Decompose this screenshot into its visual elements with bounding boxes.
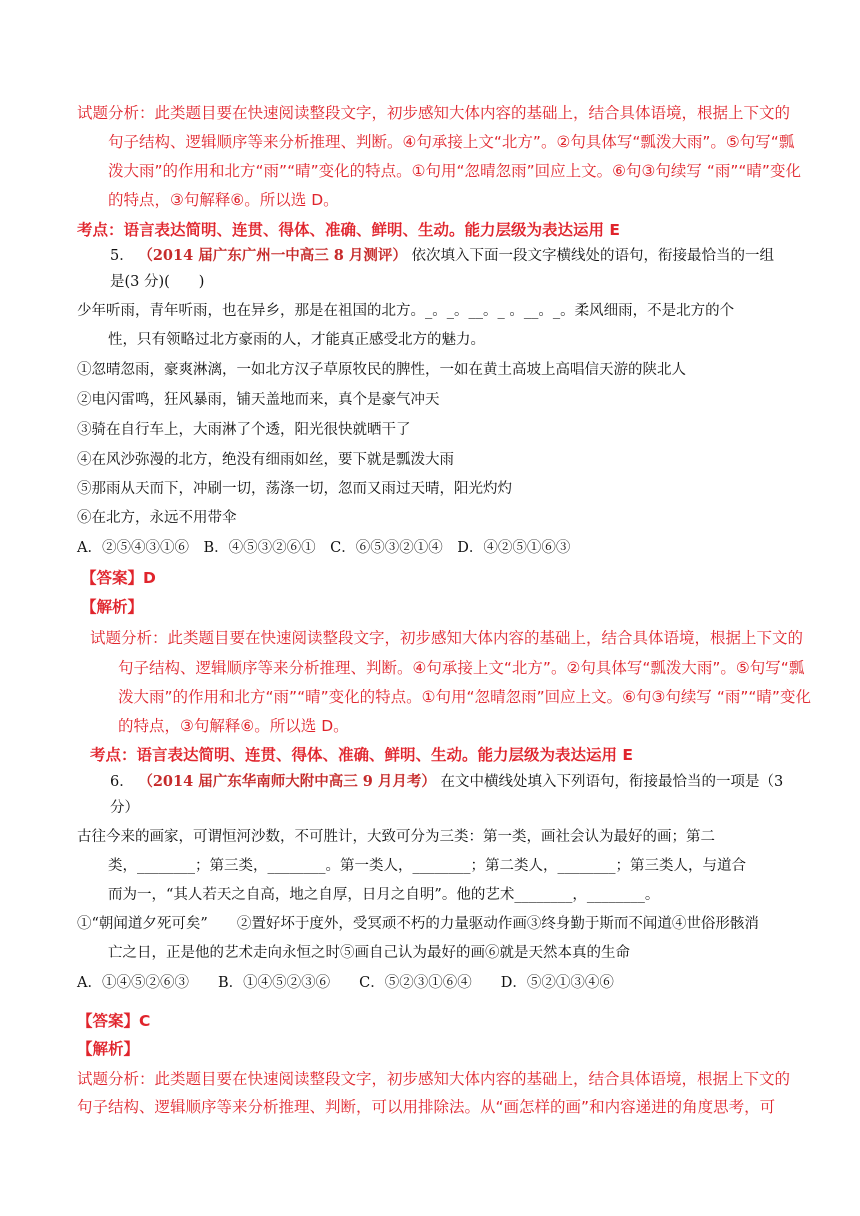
q6-stem: 在文中横线处填入下列语句，衔接最恰当的一项是（3 xyxy=(440,774,784,790)
q5-stem-line-1 xyxy=(110,247,774,265)
q6-jiexi-heading: 【解析】 xyxy=(77,1040,140,1058)
q5-options: A．②⑤④③①⑥ B．④⑤③②⑥① C．⑥⑤③②①④ D．④②⑤①⑥③ xyxy=(77,540,571,556)
q5-item-3: ③骑在自行车上，大雨淋了个透，阳光很快就晒干了 xyxy=(77,422,411,438)
q6-options: A．①④⑤②⑥③ B．①④⑤②③⑥ C．⑤②③①⑥④ D．⑤②①③④⑥ xyxy=(77,975,614,991)
q6-answer: 【答案】C xyxy=(77,1012,151,1030)
q4-kaodian: 考点：语言表达简明、连贯、得体、准确、鲜明、生动。能力层级为表达运用 E xyxy=(77,221,620,239)
q5-item-4: ④在风沙弥漫的北方，绝没有细雨如丝，要下就是瓢泼大雨 xyxy=(77,452,454,468)
q6-passage-line-2: 类，________；第三类，________。第一类人，________；第二类人，________；第三类人，与道合 xyxy=(108,858,746,874)
q5-analysis-line-1: 试题分析：此类题目要在快速阅读整段文字，初步感知大体内容的基础上，结合具体语境，根据上下文的 xyxy=(90,629,804,647)
q5-item-6: ⑥在北方，永远不用带伞 xyxy=(77,510,237,526)
q6-items-line-2: 亡之日，正是他的艺术走向永恒之时⑤画自己认为最好的画⑥就是天然本真的生命 xyxy=(108,945,630,961)
q5-stem: 依次填入下面一段文字横线处的语句，衔接最恰当的一组 xyxy=(411,248,775,264)
q5-passage-line-2: 性，只有领略过北方豪雨的人，才能真正感受北方的魅力。 xyxy=(108,332,485,348)
q4-analysis-line-1: 试题分析：此类题目要在快速阅读整段文字，初步感知大体内容的基础上，结合具体语境，根据上下文的 xyxy=(77,104,791,122)
q4-analysis-line-2: 句子结构、逻辑顺序等来分析推理、判断。④句承接上文“北方”。②句具体写“瓢泼大雨”。⑤句写“瓢 xyxy=(108,133,795,151)
q5-item-2: ②电闪雷鸣，狂风暴雨，铺天盖地而来，真个是豪气冲天 xyxy=(77,392,440,408)
q5-source: （2014 届广东广州一中高三 8 月测评） xyxy=(138,247,407,264)
q5-item-5: ⑤那雨从天而下，冲刷一切，荡涤一切，忽而又雨过天晴，阳光灼灼 xyxy=(77,481,512,497)
q5-passage-line-1: 少年听雨，青年听雨，也在异乡，那是在祖国的北方。_。_。__。_ 。__。_。柔风细雨，不是北方的个 xyxy=(77,303,735,319)
q6-analysis-line-2: 句子结构、逻辑顺序等来分析推理、判断，可以用排除法。从“画怎样的画”和内容递进的角度思考，可 xyxy=(77,1098,776,1116)
q5-answer: 【答案】D xyxy=(81,569,156,587)
q5-stem-line-2: 是(3 分)( ) xyxy=(110,274,205,290)
q5-analysis-line-3: 泼大雨”的作用和北方“雨”“晴”变化的特点。①句用“忽晴忽雨”回应上文。⑥句③句续写 “雨”“晴”变化 xyxy=(118,688,811,706)
q6-passage-line-1: 古往今来的画家，可谓恒河沙数，不可胜计，大致可分为三类：第一类，画社会认为最好的画；第二 xyxy=(77,829,715,845)
q6-number: 6． xyxy=(110,774,134,790)
q6-items-line-1: ①“朝闻道夕死可矣” ②置好坏于度外，受冥顽不朽的力量驱动作画③终身勤于斯而不闻道④世俗形骸消 xyxy=(77,916,759,932)
q5-jiexi-heading: 【解析】 xyxy=(81,598,144,616)
q4-analysis-line-3: 泼大雨”的作用和北方“雨”“晴”变化的特点。①句用“忽晴忽雨”回应上文。⑥句③句续写 “雨”“晴”变化 xyxy=(108,162,801,180)
q6-source: （2014 届广东华南师大附中高三 9 月月考） xyxy=(138,773,436,790)
q4-analysis-line-4: 的特点，③句解释⑥。所以选 D。 xyxy=(108,191,339,209)
q5-item-1: ①忽晴忽雨，豪爽淋漓，一如北方汉子草原牧民的脾性，一如在黄土高坡上高唱信天游的陕北人 xyxy=(77,362,686,378)
q6-stem-line-1 xyxy=(110,773,783,791)
q6-stem-line-2: 分） xyxy=(110,800,139,816)
q5-kaodian: 考点：语言表达简明、连贯、得体、准确、鲜明、生动。能力层级为表达运用 E xyxy=(90,746,633,764)
q6-analysis-line-1: 试题分析：此类题目要在快速阅读整段文字，初步感知大体内容的基础上，结合具体语境，根据上下文的 xyxy=(77,1070,791,1088)
q5-number: 5． xyxy=(110,248,134,264)
q6-passage-line-3: 而为一，“其人若天之自高，地之自厚，日月之自明”。他的艺术________，________。 xyxy=(108,887,660,903)
q5-analysis-line-2: 句子结构、逻辑顺序等来分析推理、判断。④句承接上文“北方”。②句具体写“瓢泼大雨”。⑤句写“瓢 xyxy=(118,659,805,677)
q5-analysis-line-4: 的特点，③句解释⑥。所以选 D。 xyxy=(118,717,349,735)
